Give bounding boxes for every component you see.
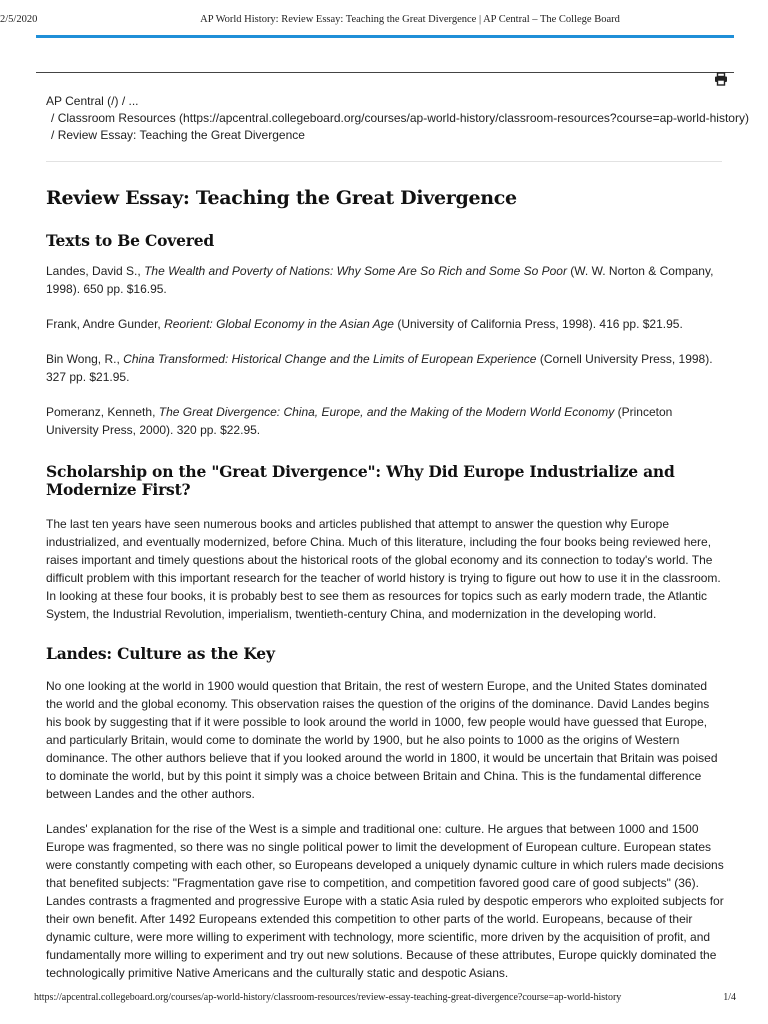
breadcrumb-separator: / [121,94,126,108]
printer-icon[interactable] [714,72,728,86]
landes-paragraph-2: Landes' explanation for the rise of the West is a simple and traditional one: culture. He argues that between 1000 and 1500 Europe was fragmented, so there was no single political power to limit the development of European culture. European states were constantly competing with each other, so Europeans developed a uniquely dynamic culture in which rulers made decisions that benefited subjects: "Fragmentation gave rise to competition, and competition favored good care of good subjects" (36). Landes contrasts a fragmented and progressive Europe with a static Asia ruled by despotic emperors who exploited subjects for their own benefit. After 1492 Europeans extended this competition to other parts of the world. Europeans, because of their dynamic culture, were more willing to experiment with technology, more scientific, more driven by the acquisition of profit, and fundamentally more willing to experiment and try out new solutions. Because of these attributes, Europe quickly dominated the technologically primitive Native Americans and the culturally static and despotic Asians. [46,822,724,980]
print-date: 2/5/2020 [0,14,38,25]
citation-pomeranz: Pomeranz, Kenneth, The Great Divergence: China, Europe, and the Making of the Modern World Economy (Princeton University Press, 2000). 320 pp. $22.95. [46,405,673,437]
header-divider [36,72,734,73]
citation-bin-wong: Bin Wong, R., China Transformed: Historical Change and the Limits of European Experience (Cornell University Press, 1998). 327 pp. $21.95. [46,352,713,384]
citation-frank: Frank, Andre Gunder, Reorient: Global Economy in the Asian Age (University of California Press, 1998). 416 pp. $21.95. [46,317,683,331]
texts-heading: Texts to Be Covered [46,231,215,250]
page-title: Review Essay: Teaching the Great Divergence [46,187,517,209]
print-footer-url: https://apcentral.collegeboard.org/courses/ap-world-history/classroom-resources/review-essay-teaching-great-divergence?course=ap-world-history [34,992,622,1003]
header-accent-rule [36,35,734,38]
breadcrumb-ellipsis[interactable]: ... [128,94,139,108]
article [46,184,726,999]
landes-heading: Landes: Culture as the Key [46,644,275,663]
scholarship-paragraph: The last ten years have seen numerous books and articles published that attempt to answer the question why Europe industrialized, and eventually modernized, before China. Much of this literature, including the four books being reviewed here, raises important and timely questions about the historical roots of the global economy and its connection to today's world. The difficult problem with this important research for the teacher of world history is trying to figure out how to use it in the classroom. In looking at these four books, it is probably best to see them as resources for topics such as early modern trade, the Atlantic System, the Industrial Revolution, imperialism, twentieth-century China, and modernization in the developing world. [46,517,721,621]
page-number: 1/4 [723,992,736,1003]
scholarship-heading: Scholarship on the "Great Divergence": Why Did Europe Industrialize and Modernize First? [46,462,675,499]
landes-paragraph-1: No one looking at the world in 1900 would question that Britain, the rest of western Europe, and the United States dominated the world and the global economy. This observation raises the question of the origins of the dominance. David Landes begins his book by suggesting that if it were possible to look around the world in 1000, few people would have guessed that Europe, and particularly Britain, would come to dominate the world by 1900, but he also points to 1000 as the origins of Western dominance. The other authors believe that if you looked around the world in 1800, it would be uncertain that Britain was poised to dominate the world, but by this point it simply was a choice between Britain and China. This is the fundamental difference between Landes and the other authors. [46,679,718,801]
print-header [0,14,768,30]
breadcrumb-separator: / [51,111,55,125]
breadcrumb-ap-central[interactable]: AP Central (/) [46,94,119,108]
print-page-title: AP World History: Review Essay: Teaching the Great Divergence | AP Central – The College Board [200,14,620,25]
breadcrumb-separator: / [51,128,55,142]
breadcrumb [46,93,749,144]
breadcrumb-divider [46,161,722,162]
breadcrumb-current-page: Review Essay: Teaching the Great Divergence [57,128,305,142]
citation-landes: Landes, David S., The Wealth and Poverty of Nations: Why Some Are So Rich and Some So Poor (W. W. Norton & Company, 1998). 650 pp. $16.95. [46,264,714,296]
breadcrumb-classroom-resources[interactable]: Classroom Resources (https://apcentral.collegeboard.org/courses/ap-world-history/classroom-resources?course=ap-world-history) [57,111,749,125]
